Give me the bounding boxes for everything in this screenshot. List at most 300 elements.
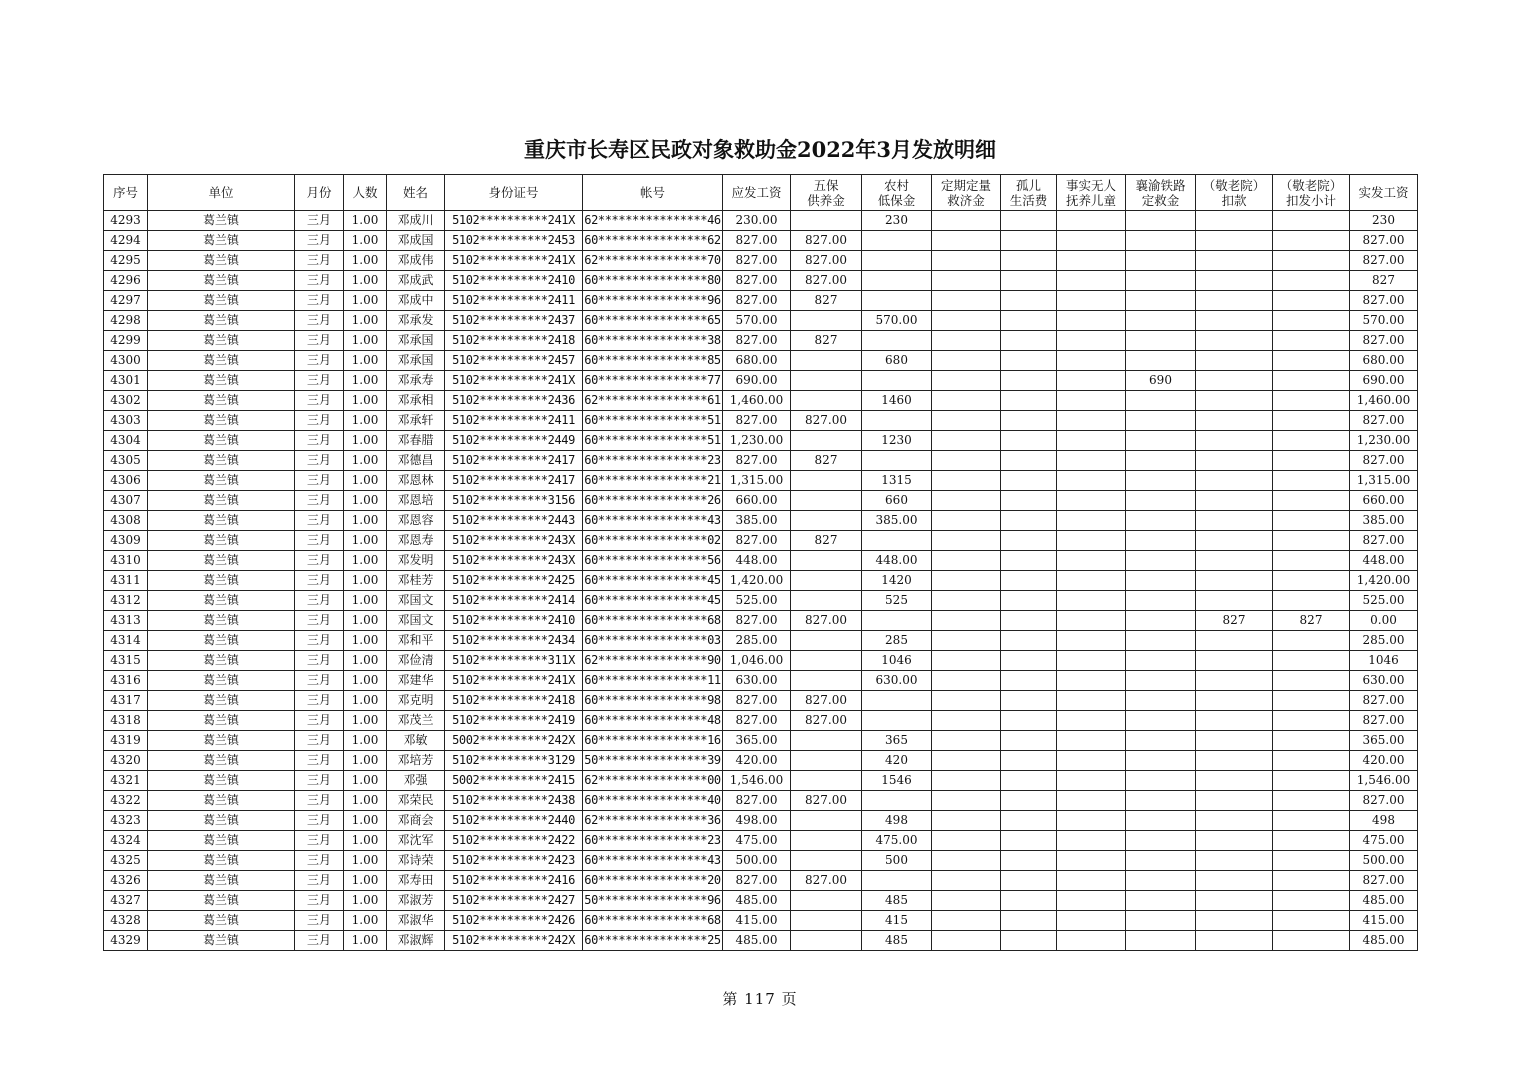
cell-col-orphan <box>1001 711 1057 731</box>
cell-col-serial: 4321 <box>104 771 148 791</box>
cell-col-dibao: 385.00 <box>862 511 932 531</box>
cell-col-unit: 葛兰镇 <box>148 491 295 511</box>
cell-col-nursing-subtotal <box>1273 651 1350 671</box>
cell-col-gross-pay: 285.00 <box>723 631 791 651</box>
cell-col-dibao <box>862 871 932 891</box>
cell-col-unit: 葛兰镇 <box>148 831 295 851</box>
cell-col-orphan <box>1001 271 1057 291</box>
cell-col-dibao: 680 <box>862 351 932 371</box>
cell-col-railway-relief <box>1126 211 1196 231</box>
table-row <box>104 631 1418 651</box>
cell-col-nursing-subtotal <box>1273 791 1350 811</box>
cell-col-railway-relief <box>1126 231 1196 251</box>
cell-col-nursing-subtotal <box>1273 511 1350 531</box>
cell-col-unattended-child <box>1057 431 1126 451</box>
cell-col-fixed-relief <box>932 391 1001 411</box>
cell-col-wubao: 827.00 <box>791 691 862 711</box>
table-row <box>104 291 1418 311</box>
cell-col-dibao <box>862 251 932 271</box>
cell-col-account: 60****************80 <box>583 271 723 291</box>
cell-col-gross-pay: 230.00 <box>723 211 791 231</box>
cell-col-serial: 4293 <box>104 211 148 231</box>
cell-col-nursing-subtotal <box>1273 231 1350 251</box>
cell-col-name: 邓春腊 <box>387 431 445 451</box>
cell-col-net-pay: 385.00 <box>1350 511 1418 531</box>
cell-col-unattended-child <box>1057 251 1126 271</box>
cell-col-month: 三月 <box>295 831 344 851</box>
cell-col-fixed-relief <box>932 811 1001 831</box>
table-row <box>104 311 1418 331</box>
cell-col-gross-pay: 827.00 <box>723 231 791 251</box>
cell-col-fixed-relief <box>932 671 1001 691</box>
cell-col-orphan <box>1001 231 1057 251</box>
header-label: （敬老院） 扣款 <box>1202 177 1266 208</box>
cell-col-nursing-subtotal <box>1273 811 1350 831</box>
table-row <box>104 671 1418 691</box>
cell-col-count: 1.00 <box>344 351 387 371</box>
cell-col-nursing-deduction <box>1196 531 1273 551</box>
cell-col-nursing-deduction <box>1196 511 1273 531</box>
cell-col-orphan <box>1001 631 1057 651</box>
cell-col-account: 60****************68 <box>583 611 723 631</box>
cell-col-unit: 葛兰镇 <box>148 391 295 411</box>
cell-col-serial: 4308 <box>104 511 148 531</box>
cell-col-net-pay: 448.00 <box>1350 551 1418 571</box>
cell-col-wubao <box>791 631 862 651</box>
cell-col-unattended-child <box>1057 491 1126 511</box>
cell-col-nursing-deduction <box>1196 311 1273 331</box>
cell-col-month: 三月 <box>295 811 344 831</box>
cell-col-unit: 葛兰镇 <box>148 511 295 531</box>
header-col-orphan <box>1001 175 1057 211</box>
cell-col-id-number: 5102**********2417 <box>445 451 583 471</box>
cell-col-unit: 葛兰镇 <box>148 791 295 811</box>
cell-col-dibao <box>862 271 932 291</box>
cell-col-id-number: 5102**********2423 <box>445 851 583 871</box>
cell-col-id-number: 5102**********311X <box>445 651 583 671</box>
cell-col-account: 60****************03 <box>583 631 723 651</box>
cell-col-nursing-subtotal <box>1273 371 1350 391</box>
cell-col-name: 邓荣民 <box>387 791 445 811</box>
cell-col-dibao: 475.00 <box>862 831 932 851</box>
cell-col-unit: 葛兰镇 <box>148 691 295 711</box>
cell-col-nursing-deduction <box>1196 731 1273 751</box>
cell-col-dibao: 1230 <box>862 431 932 451</box>
cell-col-nursing-deduction <box>1196 571 1273 591</box>
header-col-id-number <box>445 175 583 211</box>
cell-col-nursing-subtotal <box>1273 591 1350 611</box>
cell-col-month: 三月 <box>295 871 344 891</box>
cell-col-unit: 葛兰镇 <box>148 711 295 731</box>
cell-col-unit: 葛兰镇 <box>148 751 295 771</box>
cell-col-fixed-relief <box>932 851 1001 871</box>
cell-col-count: 1.00 <box>344 411 387 431</box>
cell-col-net-pay: 1,230.00 <box>1350 431 1418 451</box>
cell-col-id-number: 5102**********2410 <box>445 271 583 291</box>
cell-col-fixed-relief <box>932 911 1001 931</box>
cell-col-gross-pay: 1,546.00 <box>723 771 791 791</box>
cell-col-net-pay: 1,315.00 <box>1350 471 1418 491</box>
table-row <box>104 411 1418 431</box>
cell-col-dibao: 500 <box>862 851 932 871</box>
cell-col-railway-relief <box>1126 491 1196 511</box>
cell-col-nursing-deduction <box>1196 771 1273 791</box>
cell-col-account: 60****************38 <box>583 331 723 351</box>
cell-col-net-pay: 827.00 <box>1350 691 1418 711</box>
cell-col-unit: 葛兰镇 <box>148 211 295 231</box>
cell-col-serial: 4296 <box>104 271 148 291</box>
cell-col-nursing-deduction <box>1196 711 1273 731</box>
cell-col-month: 三月 <box>295 731 344 751</box>
cell-col-unattended-child <box>1057 631 1126 651</box>
cell-col-month: 三月 <box>295 411 344 431</box>
cell-col-nursing-subtotal <box>1273 451 1350 471</box>
cell-col-orphan <box>1001 531 1057 551</box>
cell-col-account: 60****************43 <box>583 851 723 871</box>
cell-col-railway-relief <box>1126 251 1196 271</box>
cell-col-unattended-child <box>1057 711 1126 731</box>
cell-col-month: 三月 <box>295 211 344 231</box>
table-row <box>104 751 1418 771</box>
cell-col-id-number: 5102**********3156 <box>445 491 583 511</box>
cell-col-fixed-relief <box>932 211 1001 231</box>
cell-col-nursing-subtotal <box>1273 891 1350 911</box>
cell-col-unit: 葛兰镇 <box>148 351 295 371</box>
cell-col-nursing-subtotal <box>1273 671 1350 691</box>
cell-col-serial: 4317 <box>104 691 148 711</box>
table-row <box>104 651 1418 671</box>
cell-col-fixed-relief <box>932 831 1001 851</box>
cell-col-unit: 葛兰镇 <box>148 671 295 691</box>
cell-col-name: 邓桂芳 <box>387 571 445 591</box>
cell-col-name: 邓和平 <box>387 631 445 651</box>
cell-col-railway-relief <box>1126 631 1196 651</box>
cell-col-account: 60****************25 <box>583 931 723 951</box>
cell-col-net-pay: 1,546.00 <box>1350 771 1418 791</box>
cell-col-id-number: 5102**********2443 <box>445 511 583 531</box>
cell-col-wubao <box>791 751 862 771</box>
cell-col-gross-pay: 827.00 <box>723 691 791 711</box>
header-label: 事实无人 抚养儿童 <box>1065 177 1116 208</box>
cell-col-count: 1.00 <box>344 551 387 571</box>
cell-col-id-number: 5102**********2426 <box>445 911 583 931</box>
cell-col-name: 邓成伟 <box>387 251 445 271</box>
cell-col-count: 1.00 <box>344 371 387 391</box>
cell-col-serial: 4301 <box>104 371 148 391</box>
cell-col-railway-relief <box>1126 511 1196 531</box>
cell-col-id-number: 5102**********2437 <box>445 311 583 331</box>
cell-col-serial: 4297 <box>104 291 148 311</box>
header-col-railway-relief <box>1126 175 1196 211</box>
table-row <box>104 471 1418 491</box>
cell-col-nursing-subtotal <box>1273 431 1350 451</box>
cell-col-dibao: 415 <box>862 911 932 931</box>
cell-col-id-number: 5102**********242X <box>445 931 583 951</box>
cell-col-month: 三月 <box>295 651 344 671</box>
cell-col-gross-pay: 827.00 <box>723 711 791 731</box>
table-row <box>104 811 1418 831</box>
header-col-unattended-child <box>1057 175 1126 211</box>
cell-col-wubao <box>791 351 862 371</box>
cell-col-orphan <box>1001 371 1057 391</box>
cell-col-net-pay: 498 <box>1350 811 1418 831</box>
cell-col-railway-relief <box>1126 651 1196 671</box>
cell-col-unit: 葛兰镇 <box>148 231 295 251</box>
cell-col-nursing-subtotal <box>1273 391 1350 411</box>
cell-col-unit: 葛兰镇 <box>148 251 295 271</box>
cell-col-nursing-deduction <box>1196 591 1273 611</box>
cell-col-account: 62****************46 <box>583 211 723 231</box>
cell-col-dibao <box>862 711 932 731</box>
cell-col-railway-relief <box>1126 451 1196 471</box>
cell-col-nursing-deduction <box>1196 351 1273 371</box>
cell-col-fixed-relief <box>932 891 1001 911</box>
cell-col-nursing-subtotal <box>1273 311 1350 331</box>
cell-col-orphan <box>1001 611 1057 631</box>
cell-col-unattended-child <box>1057 911 1126 931</box>
cell-col-name: 邓承国 <box>387 331 445 351</box>
cell-col-fixed-relief <box>932 771 1001 791</box>
cell-col-orphan <box>1001 331 1057 351</box>
cell-col-nursing-subtotal <box>1273 331 1350 351</box>
cell-col-count: 1.00 <box>344 751 387 771</box>
cell-col-gross-pay: 365.00 <box>723 731 791 751</box>
cell-col-nursing-deduction <box>1196 911 1273 931</box>
cell-col-dibao: 498 <box>862 811 932 831</box>
cell-col-month: 三月 <box>295 751 344 771</box>
cell-col-count: 1.00 <box>344 891 387 911</box>
cell-col-net-pay: 285.00 <box>1350 631 1418 651</box>
cell-col-unit: 葛兰镇 <box>148 771 295 791</box>
cell-col-orphan <box>1001 431 1057 451</box>
cell-col-account: 60****************16 <box>583 731 723 751</box>
cell-col-month: 三月 <box>295 451 344 471</box>
cell-col-name: 邓淑芳 <box>387 891 445 911</box>
header-col-dibao <box>862 175 932 211</box>
cell-col-id-number: 5102**********2416 <box>445 871 583 891</box>
cell-col-railway-relief <box>1126 851 1196 871</box>
cell-col-name: 邓成国 <box>387 231 445 251</box>
cell-col-serial: 4299 <box>104 331 148 351</box>
cell-col-count: 1.00 <box>344 791 387 811</box>
cell-col-count: 1.00 <box>344 331 387 351</box>
header-label: 序号 <box>112 185 138 200</box>
cell-col-wubao <box>791 831 862 851</box>
cell-col-month: 三月 <box>295 371 344 391</box>
cell-col-orphan <box>1001 291 1057 311</box>
table-row <box>104 451 1418 471</box>
table-row <box>104 331 1418 351</box>
cell-col-account: 60****************98 <box>583 691 723 711</box>
cell-col-count: 1.00 <box>344 311 387 331</box>
cell-col-railway-relief <box>1126 331 1196 351</box>
cell-col-wubao: 827.00 <box>791 711 862 731</box>
cell-col-name: 邓淑华 <box>387 911 445 931</box>
cell-col-railway-relief <box>1126 871 1196 891</box>
cell-col-dibao <box>862 691 932 711</box>
cell-col-count: 1.00 <box>344 871 387 891</box>
cell-col-orphan <box>1001 571 1057 591</box>
cell-col-net-pay: 827.00 <box>1350 411 1418 431</box>
table-row <box>104 731 1418 751</box>
cell-col-id-number: 5102**********3129 <box>445 751 583 771</box>
header-label: 孤儿 生活费 <box>1009 177 1048 208</box>
cell-col-fixed-relief <box>932 291 1001 311</box>
page-number: 第 117 页 <box>722 990 798 1008</box>
cell-col-id-number: 5102**********2418 <box>445 331 583 351</box>
cell-col-fixed-relief <box>932 791 1001 811</box>
cell-col-count: 1.00 <box>344 651 387 671</box>
cell-col-net-pay: 475.00 <box>1350 831 1418 851</box>
cell-col-dibao: 1315 <box>862 471 932 491</box>
cell-col-id-number: 5102**********2411 <box>445 411 583 431</box>
cell-col-unattended-child <box>1057 331 1126 351</box>
header-label: 定期定量 救济金 <box>940 177 991 208</box>
cell-col-dibao <box>862 611 932 631</box>
cell-col-account: 62****************70 <box>583 251 723 271</box>
cell-col-unit: 葛兰镇 <box>148 471 295 491</box>
cell-col-nursing-deduction <box>1196 231 1273 251</box>
cell-col-month: 三月 <box>295 691 344 711</box>
cell-col-railway-relief <box>1126 391 1196 411</box>
cell-col-fixed-relief <box>932 411 1001 431</box>
cell-col-fixed-relief <box>932 251 1001 271</box>
cell-col-unattended-child <box>1057 451 1126 471</box>
cell-col-month: 三月 <box>295 311 344 331</box>
cell-col-unit: 葛兰镇 <box>148 451 295 471</box>
cell-col-unattended-child <box>1057 311 1126 331</box>
cell-col-unattended-child <box>1057 591 1126 611</box>
cell-col-unattended-child <box>1057 751 1126 771</box>
cell-col-month: 三月 <box>295 391 344 411</box>
cell-col-month: 三月 <box>295 431 344 451</box>
cell-col-count: 1.00 <box>344 731 387 751</box>
cell-col-nursing-subtotal <box>1273 751 1350 771</box>
cell-col-railway-relief <box>1126 811 1196 831</box>
cell-col-count: 1.00 <box>344 591 387 611</box>
cell-col-wubao <box>791 551 862 571</box>
cell-col-count: 1.00 <box>344 451 387 471</box>
cell-col-serial: 4313 <box>104 611 148 631</box>
cell-col-id-number: 5102**********2427 <box>445 891 583 911</box>
cell-col-wubao <box>791 491 862 511</box>
cell-col-fixed-relief <box>932 351 1001 371</box>
cell-col-account: 60****************23 <box>583 831 723 851</box>
cell-col-dibao: 1420 <box>862 571 932 591</box>
cell-col-count: 1.00 <box>344 471 387 491</box>
cell-col-name: 邓强 <box>387 771 445 791</box>
table-row <box>104 891 1418 911</box>
cell-col-net-pay: 660.00 <box>1350 491 1418 511</box>
cell-col-count: 1.00 <box>344 851 387 871</box>
cell-col-name: 邓克明 <box>387 691 445 711</box>
cell-col-unattended-child <box>1057 391 1126 411</box>
cell-col-serial: 4309 <box>104 531 148 551</box>
cell-col-wubao: 827.00 <box>791 271 862 291</box>
cell-col-dibao: 1460 <box>862 391 932 411</box>
header-col-wubao <box>791 175 862 211</box>
cell-col-nursing-deduction <box>1196 471 1273 491</box>
cell-col-id-number: 5102**********241X <box>445 251 583 271</box>
cell-col-id-number: 5102**********2411 <box>445 291 583 311</box>
cell-col-month: 三月 <box>295 711 344 731</box>
cell-col-serial: 4327 <box>104 891 148 911</box>
table-row <box>104 371 1418 391</box>
cell-col-gross-pay: 1,420.00 <box>723 571 791 591</box>
cell-col-month: 三月 <box>295 251 344 271</box>
cell-col-fixed-relief <box>932 371 1001 391</box>
cell-col-nursing-deduction <box>1196 291 1273 311</box>
cell-col-wubao <box>791 771 862 791</box>
cell-col-fixed-relief <box>932 331 1001 351</box>
cell-col-dibao: 365 <box>862 731 932 751</box>
table-row <box>104 211 1418 231</box>
cell-col-unattended-child <box>1057 471 1126 491</box>
header-label: 姓名 <box>402 185 428 200</box>
cell-col-account: 60****************23 <box>583 451 723 471</box>
cell-col-account: 50****************96 <box>583 891 723 911</box>
table-row <box>104 551 1418 571</box>
cell-col-wubao: 827 <box>791 331 862 351</box>
cell-col-name: 邓沈军 <box>387 831 445 851</box>
cell-col-orphan <box>1001 691 1057 711</box>
cell-col-unit: 葛兰镇 <box>148 871 295 891</box>
cell-col-gross-pay: 827.00 <box>723 331 791 351</box>
cell-col-name: 邓成中 <box>387 291 445 311</box>
cell-col-name: 邓承轩 <box>387 411 445 431</box>
cell-col-wubao: 827.00 <box>791 871 862 891</box>
cell-col-count: 1.00 <box>344 771 387 791</box>
cell-col-railway-relief <box>1126 291 1196 311</box>
cell-col-serial: 4314 <box>104 631 148 651</box>
cell-col-serial: 4306 <box>104 471 148 491</box>
cell-col-name: 邓恩林 <box>387 471 445 491</box>
cell-col-unit: 葛兰镇 <box>148 431 295 451</box>
cell-col-unattended-child <box>1057 891 1126 911</box>
cell-col-unit: 葛兰镇 <box>148 411 295 431</box>
cell-col-serial: 4303 <box>104 411 148 431</box>
header-label: 应发工资 <box>731 185 782 200</box>
cell-col-orphan <box>1001 471 1057 491</box>
cell-col-dibao: 420 <box>862 751 932 771</box>
cell-col-railway-relief <box>1126 911 1196 931</box>
cell-col-name: 邓承发 <box>387 311 445 331</box>
cell-col-wubao <box>791 671 862 691</box>
cell-col-wubao: 827 <box>791 531 862 551</box>
cell-col-nursing-deduction <box>1196 671 1273 691</box>
cell-col-account: 62****************00 <box>583 771 723 791</box>
cell-col-serial: 4329 <box>104 931 148 951</box>
cell-col-net-pay: 827.00 <box>1350 251 1418 271</box>
cell-col-month: 三月 <box>295 551 344 571</box>
cell-col-nursing-deduction <box>1196 691 1273 711</box>
cell-col-count: 1.00 <box>344 271 387 291</box>
cell-col-nursing-deduction <box>1196 871 1273 891</box>
header-label: 五保 供养金 <box>807 177 845 208</box>
cell-col-month: 三月 <box>295 291 344 311</box>
cell-col-account: 60****************65 <box>583 311 723 331</box>
cell-col-id-number: 5102**********241X <box>445 671 583 691</box>
cell-col-railway-relief: 690 <box>1126 371 1196 391</box>
cell-col-unit: 葛兰镇 <box>148 291 295 311</box>
cell-col-railway-relief <box>1126 751 1196 771</box>
cell-col-wubao <box>791 371 862 391</box>
cell-col-wubao <box>791 571 862 591</box>
cell-col-railway-relief <box>1126 791 1196 811</box>
cell-col-unattended-child <box>1057 791 1126 811</box>
cell-col-count: 1.00 <box>344 831 387 851</box>
cell-col-unit: 葛兰镇 <box>148 651 295 671</box>
